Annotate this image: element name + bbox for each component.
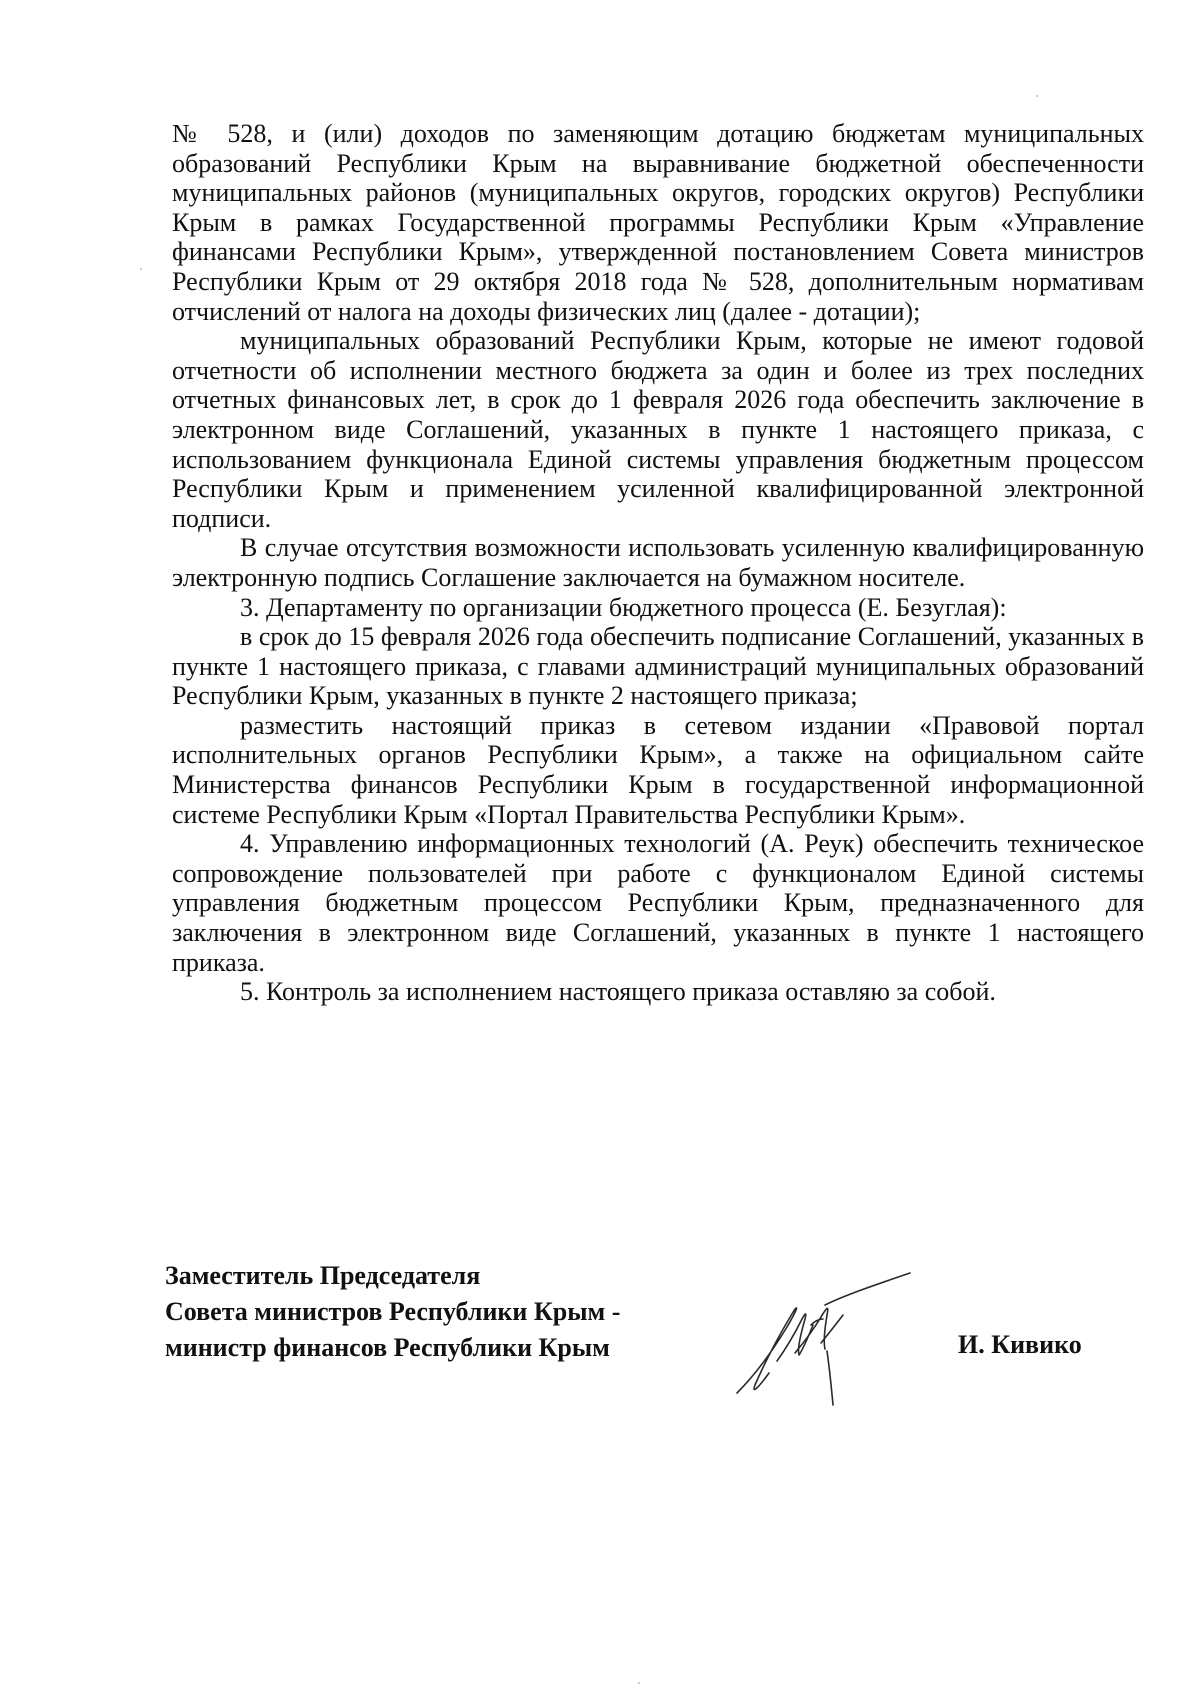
document-body bbox=[172, 119, 1144, 1007]
scan-speck bbox=[638, 1682, 640, 1684]
paragraph-dotations: № 528, и (или) доходов по заменяющим дотацию бюджетам муниципальных образований Республики Крым на выравнивание бюджетной обеспеченности муниципальных районов (муниципальных округов, городских округов) Республики Крым в рамках Государственной программы Республики Крым «Управление финансами Республики Крым», утвержденной постановлением Совета министров Республики Крым от 29 октября 2018 года № 528, дополнительным нормативам отчислений от налога на доходы физических лиц (далее - дотации); bbox=[172, 119, 1144, 326]
scan-speck bbox=[1036, 95, 1038, 97]
paragraph-item-4: 4. Управлению информационных технологий (А. Реук) обеспечить техническое сопровождение пользователей при работе с функционалом Единой системы управления бюджетным процессом Республики Крым, предназначенного для заключения в электронном виде Соглашений, указанных в пункте 1 настоящего приказа. bbox=[172, 829, 1144, 977]
handwritten-signature bbox=[725, 1265, 935, 1415]
paragraph-municipal-no-reporting: муниципальных образований Республики Крым, которые не имеют годовой отчетности об исполнении местного бюджета за один и более из трех последних отчетных финансовых лет, в срок до 1 февраля 2026 года обеспечить заключение в электронном виде Соглашений, указанных в пункте 1 настоящего приказа, с использованием функционала Единой системы управления бюджетным процессом Республики Крым и применением усиленной квалифицированной электронной подписи. bbox=[172, 326, 1144, 533]
signatory-title-line-1: Заместитель Председателя bbox=[165, 1261, 481, 1290]
signatory-title bbox=[165, 1258, 725, 1366]
paragraph-signing-deadline: в срок до 15 февраля 2026 года обеспечить подписание Соглашений, указанных в пункте 1 настоящего приказа, с главами администраций муниципальных образований Республики Крым, указанных в пункте 2 настоящего приказа; bbox=[172, 622, 1144, 711]
paragraph-item-5: 5. Контроль за исполнением настоящего приказа оставляю за собой. bbox=[240, 977, 996, 1007]
signatory-name: И. Кивико bbox=[958, 1330, 1082, 1359]
scan-speck bbox=[140, 268, 142, 270]
signatory-title-line-3: министр финансов Республики Крым bbox=[165, 1333, 610, 1362]
paragraph-item-3: 3. Департаменту по организации бюджетного процесса (Е. Безуглая): bbox=[240, 592, 1007, 622]
paragraph-publication: разместить настоящий приказ в сетевом издании «Правовой портал исполнительных органов Республики Крым», а также на официальном сайте Министерства финансов Республики Крым в государственной информационной системе Республики Крым «Портал Правительства Республики Крым». bbox=[172, 710, 1144, 829]
paragraph-paper-agreement: В случае отсутствия возможности использовать усиленную квалифицированную электронную подпись Соглашение заключается на бумажном носителе. bbox=[172, 533, 1144, 592]
signatory-title-line-2: Совета министров Республики Крым - bbox=[165, 1297, 621, 1326]
